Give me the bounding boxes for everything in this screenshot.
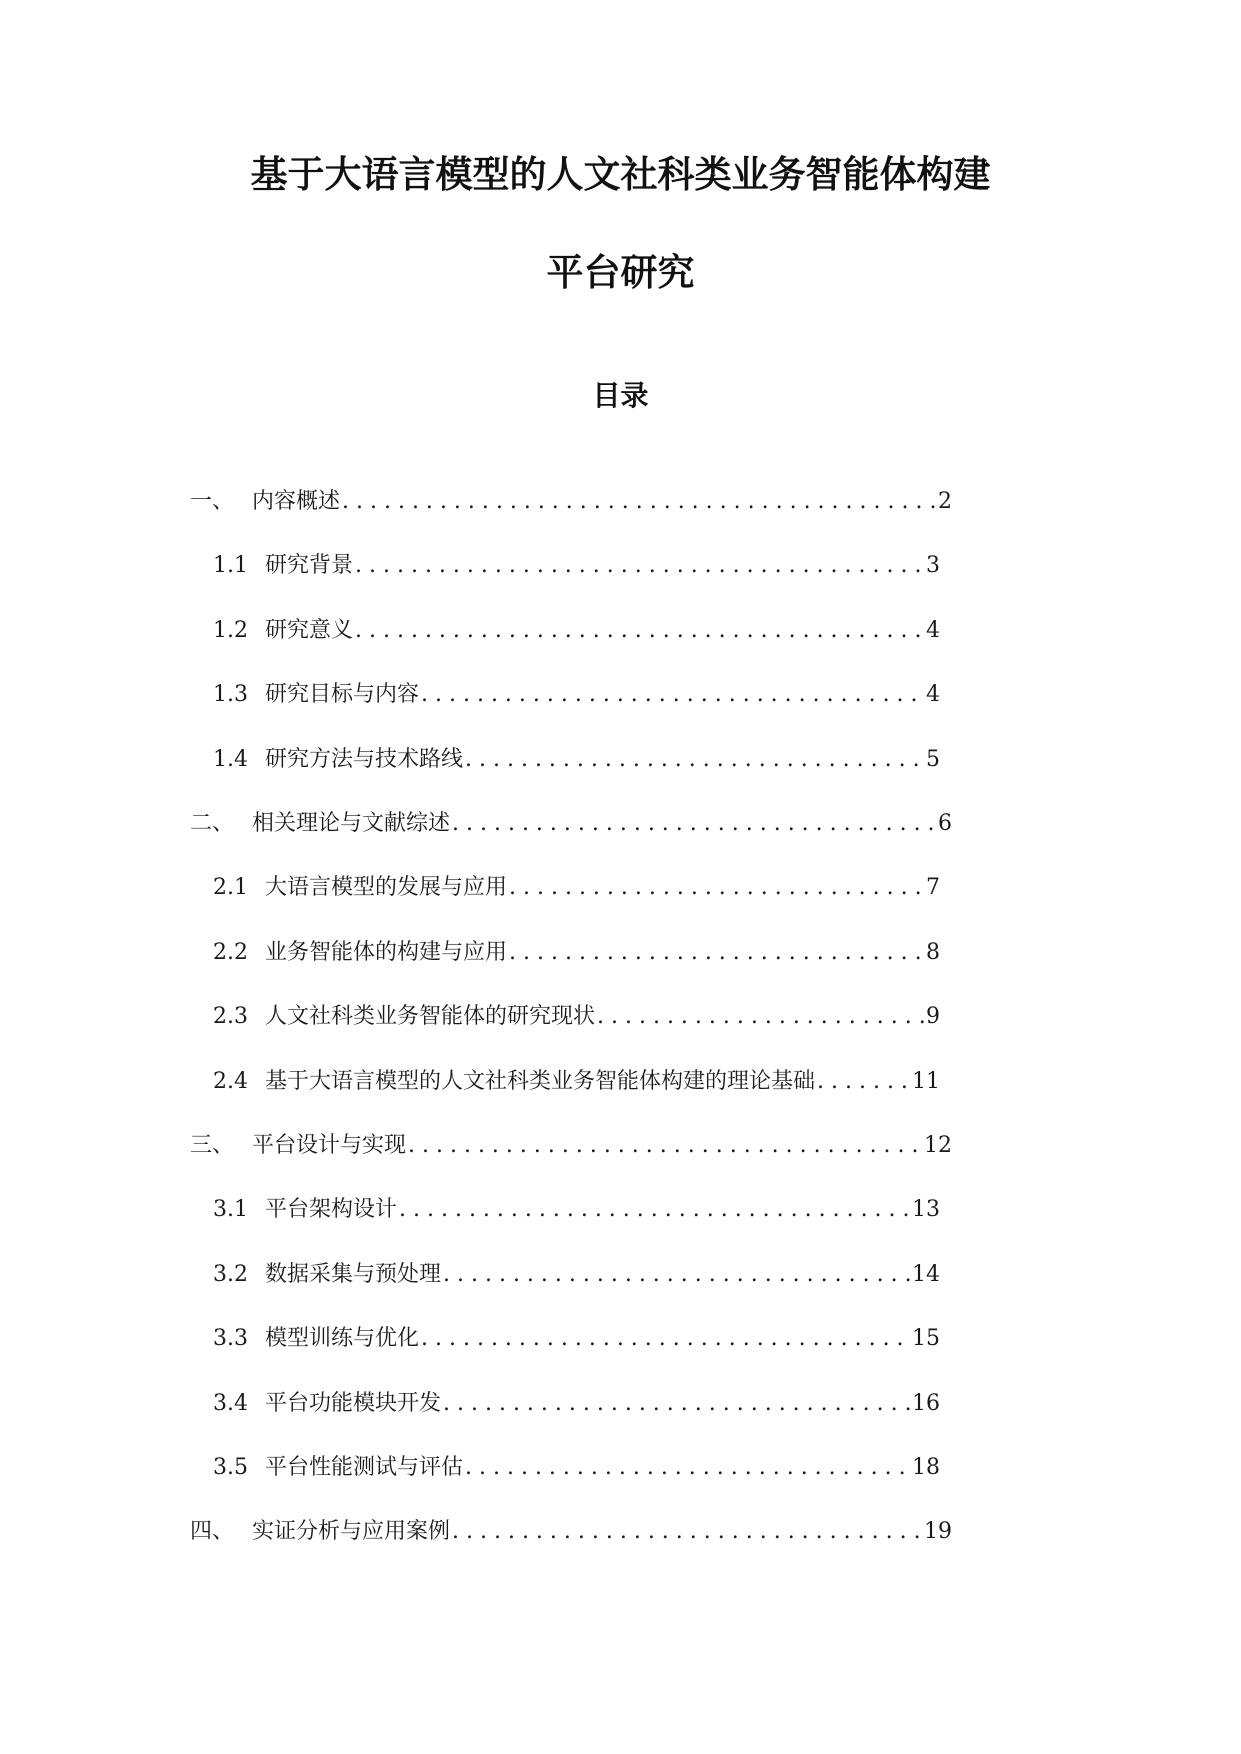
toc-entry-page-number: 4 xyxy=(926,682,940,707)
toc-entry-label: 研究方法与技术路线 xyxy=(265,747,464,772)
toc-entry[interactable] xyxy=(213,1260,940,1290)
toc-entry-number: 2.3 xyxy=(213,1004,248,1029)
toc-entry-page-number: 4 xyxy=(926,618,940,643)
toc-entry[interactable] xyxy=(213,616,940,646)
toc-entry-number: 3.3 xyxy=(213,1326,248,1351)
toc-entry-page-number: 2 xyxy=(938,489,952,514)
toc-entry[interactable] xyxy=(190,809,952,839)
toc-entry-label: 研究背景 xyxy=(265,553,354,578)
toc-entry-number: 3.4 xyxy=(213,1391,248,1416)
toc-entry-label: 人文社科类业务智能体的研究现状 xyxy=(265,1004,596,1029)
toc-entry[interactable] xyxy=(213,680,940,710)
toc-entry[interactable] xyxy=(213,873,940,903)
title-line-1: 基于大语言模型的人文社科类业务智能体构建 xyxy=(250,153,991,196)
toc-entry[interactable] xyxy=(213,1195,940,1225)
title-line-2: 平台研究 xyxy=(546,251,695,294)
toc-entry[interactable] xyxy=(213,1324,940,1354)
toc-entry-label: 业务智能体的构建与应用 xyxy=(265,940,508,965)
toc-entry-number: 三、 xyxy=(190,1133,235,1158)
toc-entry-page-number: 7 xyxy=(926,875,940,900)
toc-dot-leader xyxy=(355,616,924,646)
toc-entry-page-number: 5 xyxy=(926,747,940,772)
toc-entry-page-number: 8 xyxy=(926,940,940,965)
toc-entry-number: 2.1 xyxy=(213,875,248,900)
toc-entry[interactable] xyxy=(213,1389,940,1419)
toc-entry-number: 2.4 xyxy=(213,1069,248,1094)
toc-entry-label: 研究意义 xyxy=(265,618,354,643)
toc-dot-leader xyxy=(465,745,924,775)
toc-entry-page-number: 14 xyxy=(912,1262,940,1287)
toc-entry-page-number: 19 xyxy=(924,1519,952,1544)
toc-dot-leader xyxy=(355,551,924,581)
toc-entry-label: 相关理论与文献综述 xyxy=(252,811,451,836)
toc-entry-page-number: 11 xyxy=(912,1069,940,1094)
toc-entry[interactable] xyxy=(213,938,940,968)
toc-entry[interactable] xyxy=(213,1002,940,1032)
toc-entry-number: 1.4 xyxy=(213,747,248,772)
toc-entry-label: 平台功能模块开发 xyxy=(265,1391,442,1416)
toc-dot-leader xyxy=(342,487,936,517)
toc-entry-page-number: 18 xyxy=(912,1455,940,1480)
toc-entry-label: 平台架构设计 xyxy=(265,1197,398,1222)
toc-entry-number: 二、 xyxy=(190,811,235,836)
toc-dot-leader xyxy=(399,1195,910,1225)
toc-dot-leader xyxy=(509,938,924,968)
toc-entry-number: 一、 xyxy=(190,489,235,514)
toc-entry-page-number: 6 xyxy=(938,811,952,836)
toc-entry[interactable] xyxy=(213,551,940,581)
toc-entry[interactable] xyxy=(190,1131,952,1161)
toc-entry-number: 3.5 xyxy=(213,1455,248,1480)
toc-entry-label: 平台设计与实现 xyxy=(252,1133,407,1158)
toc-entry-label: 研究目标与内容 xyxy=(265,682,420,707)
toc-dot-leader xyxy=(452,1517,922,1547)
toc-entry-number: 1.3 xyxy=(213,682,248,707)
toc-dot-leader xyxy=(465,1453,910,1483)
toc-entry-number: 四、 xyxy=(190,1519,235,1544)
toc-entry[interactable] xyxy=(213,1453,940,1483)
toc-entry-label: 平台性能测试与评估 xyxy=(265,1455,464,1480)
toc-entry-page-number: 12 xyxy=(924,1133,952,1158)
toc-entry[interactable] xyxy=(213,1067,940,1097)
toc-entry-label: 内容概述 xyxy=(252,489,341,514)
toc-entry-number: 3.1 xyxy=(213,1197,248,1222)
toc-entry-label: 模型训练与优化 xyxy=(265,1326,420,1351)
toc-dot-leader xyxy=(443,1389,910,1419)
toc-entry-label: 大语言模型的发展与应用 xyxy=(265,875,508,900)
toc-entry-page-number: 15 xyxy=(912,1326,940,1351)
toc-heading: 目录 xyxy=(592,379,649,412)
toc-entry-page-number: 3 xyxy=(926,553,940,578)
toc-entry-label: 实证分析与应用案例 xyxy=(252,1519,451,1544)
toc-entry-page-number: 16 xyxy=(912,1391,940,1416)
toc-dot-leader xyxy=(509,873,924,903)
toc-entry-number: 2.2 xyxy=(213,940,248,965)
toc-entry-number: 1.2 xyxy=(213,618,248,643)
toc-entry-page-number: 9 xyxy=(926,1004,940,1029)
toc-entry-number: 3.2 xyxy=(213,1262,248,1287)
toc-dot-leader xyxy=(817,1067,910,1097)
toc-entry-label: 基于大语言模型的人文社科类业务智能体构建的理论基础 xyxy=(265,1069,816,1094)
toc-entry-number: 1.1 xyxy=(213,553,248,578)
toc-entry[interactable] xyxy=(190,1517,952,1547)
toc-entry[interactable] xyxy=(190,487,952,517)
toc-dot-leader xyxy=(421,680,924,710)
toc-dot-leader xyxy=(443,1260,910,1290)
toc-dot-leader xyxy=(408,1131,922,1161)
toc-dot-leader xyxy=(597,1002,924,1032)
toc-entry-label: 数据采集与预处理 xyxy=(265,1262,442,1287)
toc-entry-page-number: 13 xyxy=(912,1197,940,1222)
toc-dot-leader xyxy=(421,1324,910,1354)
toc-entry[interactable] xyxy=(213,745,940,775)
toc-dot-leader xyxy=(452,809,936,839)
